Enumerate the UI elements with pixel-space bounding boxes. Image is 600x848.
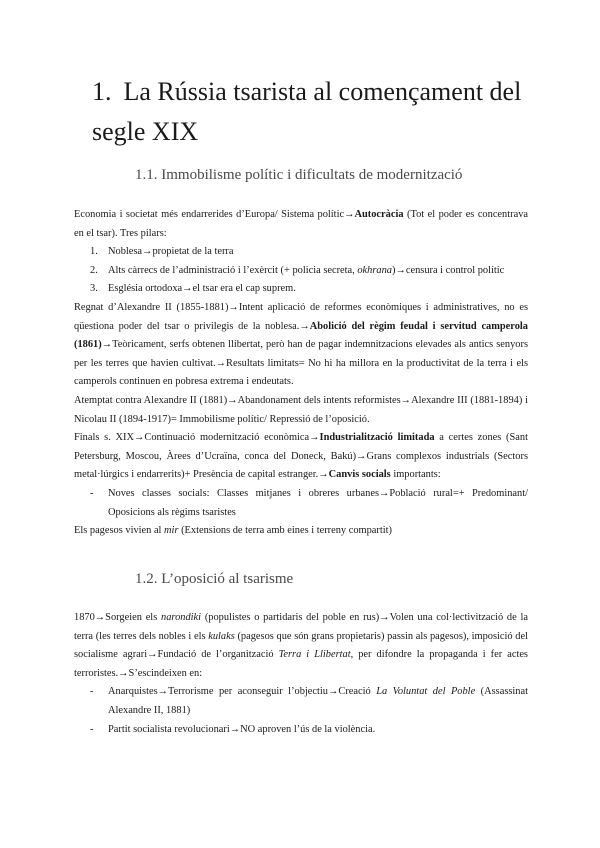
narondiki-italic: narondiki xyxy=(161,612,202,623)
autocracia-bold: Autocràcia xyxy=(354,209,404,220)
intro-text: Economia i societat més endarrerides d’Europa/ Sistema polític→ xyxy=(74,209,355,220)
finals-text: Finals s. XIX→Continuació modernització econòmica→ xyxy=(74,432,320,444)
section-1-2-body xyxy=(74,609,528,739)
list-text: Noblesa→propietat de la terra xyxy=(108,246,234,258)
mir-italic: mir xyxy=(164,525,179,537)
canvis-list xyxy=(74,485,528,522)
heading-title: La Rússia tsarista al començament del segle XIX xyxy=(92,77,522,146)
list-item xyxy=(74,485,528,522)
section-heading-1-2: 1.2. L’oposició al tsarisme xyxy=(135,571,294,587)
regnat-text: Regnat d’Alexandre II (1855-1881)→Intent aplicació de reformes econòmiques i administratives, no es qüestiona poder del tsar o privilegis de la noblesa.→ xyxy=(74,301,528,332)
pillars-list xyxy=(74,243,528,299)
escisio-list xyxy=(74,683,528,739)
voluntat-poble-italic: La Voluntat del Poble xyxy=(376,686,476,698)
section-1-1-body xyxy=(74,206,528,541)
list-item xyxy=(74,683,528,720)
list-item xyxy=(74,262,528,281)
list-text: Alts càrrecs de l’administració i l’exèrcit (+ policia secreta, xyxy=(108,264,358,276)
list-marker: - xyxy=(90,686,94,698)
list-text: Noves classes socials: Classes mitjanes i obreres urbanes→Població rural=+ Predominant/ Oposicions als règims tsaristes xyxy=(108,487,528,518)
list-text-end: (Assassinat Alexandre II, 1881) xyxy=(108,686,529,716)
atemptat-paragraph: Atemptat contra Alexandre II (1881)→Abandonament dels intents reformistes→Alexandre III (1881-1894) i Nicolau II (1894-1917)= Immobilisme polític/ Repressió de l’oposició. xyxy=(74,394,528,425)
list-text: Partit socialista revolucionari→NO aproven l’ús de la violència. xyxy=(108,723,376,735)
list-marker: - xyxy=(90,487,94,499)
list-text: Anarquistes→Terrorisme per aconseguir l’objectiu→Creació xyxy=(108,686,377,698)
abolicio-bold: Abolició del règim feudal i servitud camperola (1861) xyxy=(74,320,528,351)
page-title xyxy=(92,72,532,152)
list-marker: - xyxy=(90,723,94,735)
heading-number: 1. xyxy=(92,77,112,106)
intro-text-end: (Tot el poder es concentrava en el tsar). Tres pilars: xyxy=(74,209,529,239)
list-text-end: )→censura i control polític xyxy=(392,264,505,276)
regnat-paragraph xyxy=(74,299,528,392)
finals-text-end: importants: xyxy=(390,469,441,481)
list-item xyxy=(74,280,528,299)
oposicio-text-2: (populistes o partidaris del poble en rus)→Volen una col·lectivització de la terra (les terres dels nobles i els xyxy=(74,612,528,642)
pagesos-paragraph xyxy=(74,522,528,541)
finals-paragraph xyxy=(74,429,528,485)
section-heading-1-1: 1.1. Immobilisme polític i dificultats de modernització xyxy=(135,167,463,183)
list-marker: 1. xyxy=(90,246,98,258)
intro-paragraph xyxy=(74,206,528,243)
oposicio-paragraph xyxy=(74,609,528,683)
oposicio-text-end: , per difondre la propaganda i fer actes terroristes.→S’escindeixen en: xyxy=(74,649,528,679)
list-text: Església ortodoxa→el tsar era el cap suprem. xyxy=(108,283,296,295)
oposicio-text-3: (pagesos que són grans propietaris) passin als pagesos), imposició del socialisme agrari→Fundació de l’organització xyxy=(74,630,528,661)
list-item xyxy=(74,243,528,262)
pagesos-text-end: (Extensions de terra amb eines i terreny compartit) xyxy=(178,525,392,537)
regnat-text-end: →Teòricament, serfs obtenen llibertat, però han de pagar indemnitzacions elevades als antics senyors per les terres que havien cultivat.→Resultats limitats= No hi ha millora en la productivitat de la terra i els camperols continuen en pobresa extrema i endeutats. xyxy=(74,339,528,388)
industrialitzacio-bold: Industrialització limitada xyxy=(319,432,435,444)
list-item xyxy=(74,721,528,740)
finals-text-mid: a certes zones (Sant Petersburg, Moscou, Àrees d’Ucraïna, conca del Doneck, Bakú)→Grans complexos industrials (Sectors metal·lúrgics i endarrerits)+ Presència de capital estranger.→ xyxy=(74,432,528,481)
terra-llibertat-italic: Terra i Llibertat xyxy=(278,649,351,661)
list-marker: 2. xyxy=(90,264,98,276)
oposicio-text: 1870→Sorgeien els xyxy=(74,612,162,623)
list-marker: 3. xyxy=(90,283,98,295)
pagesos-text: Els pagesos vivien al xyxy=(74,525,165,537)
okhrana-italic: okhrana xyxy=(357,264,392,276)
kulaks-italic: kulaks xyxy=(208,630,235,642)
canvis-socials-bold: Canvis socials xyxy=(328,469,391,481)
